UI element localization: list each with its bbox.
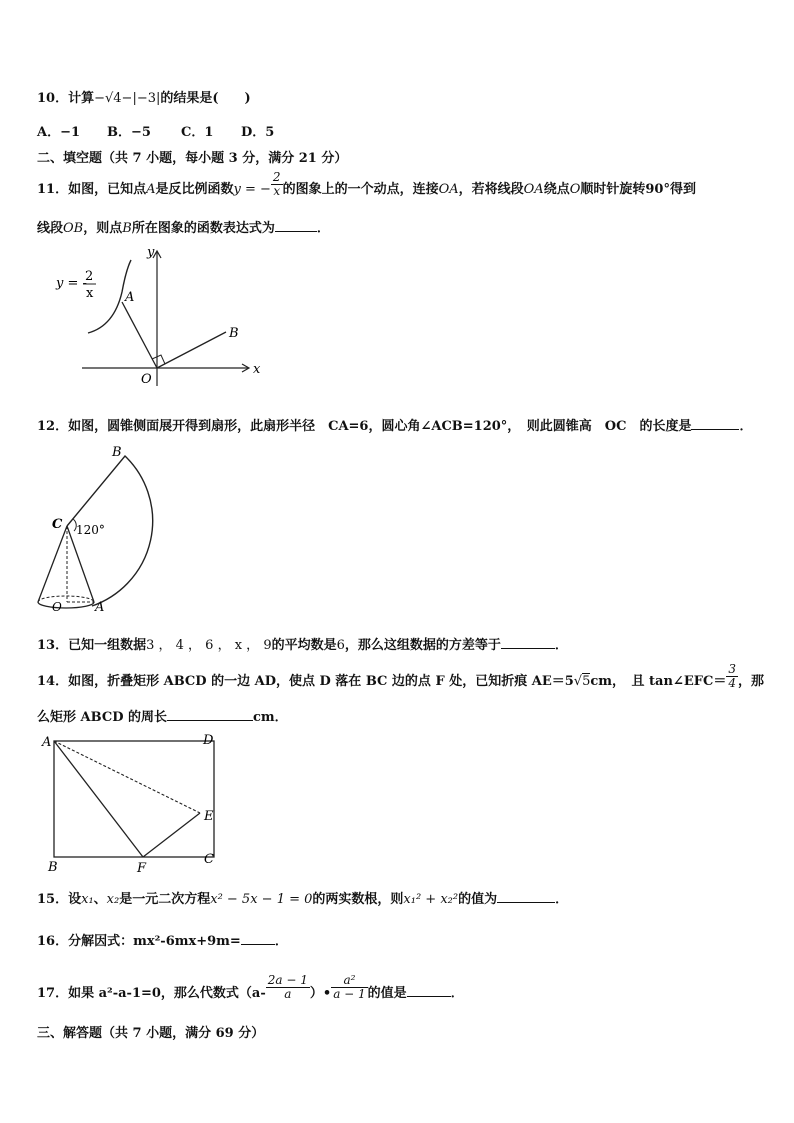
q11-seg-oa-2: OA xyxy=(523,182,544,197)
q11-figure xyxy=(50,240,265,390)
segment-ob xyxy=(157,332,226,368)
q14-line2-b: cm． xyxy=(253,710,288,725)
q12-cone-diagram xyxy=(30,440,180,615)
q17-text-a: 如果 a²-a-1=0，那么代数式（a- xyxy=(68,986,266,1001)
q17-end: ． xyxy=(450,986,464,1001)
q17-stem xyxy=(37,973,464,1002)
section3-title: 三、解答题（共 7 小题，满分 69 分） xyxy=(37,1026,265,1041)
cone-base-back xyxy=(38,596,94,602)
q15-equation: x² − 5x − 1 = 0 xyxy=(210,892,313,907)
q11-stem-line2 xyxy=(37,219,330,237)
cone-right-slant xyxy=(67,526,94,602)
q15-text-b: 是一元二次方程 xyxy=(119,892,211,907)
q10-option-d: D．5 xyxy=(241,125,275,140)
q14-stem-line1 xyxy=(37,662,764,690)
fold-line-ae xyxy=(54,741,200,813)
q15-text-c: 的两实数根，则 xyxy=(312,892,404,907)
segment-oa xyxy=(122,302,157,368)
q11-point-o: O xyxy=(569,182,581,197)
q15-number: 15． xyxy=(37,892,69,907)
q16-answer-blank xyxy=(241,932,275,945)
q17-number: 17． xyxy=(37,986,69,1001)
label-b: B xyxy=(112,445,122,460)
q14-sqrt-val: 5 xyxy=(582,674,591,689)
q14-text-b: cm， 且 tan∠EFC＝ xyxy=(590,674,727,689)
q14-frac-den: 4 xyxy=(728,676,736,690)
q14-number: 14． xyxy=(37,674,69,689)
label-a: A xyxy=(42,735,52,750)
q11-text-b: 是反比例函数 xyxy=(155,182,234,197)
q10-text-a: 计算 xyxy=(68,91,95,106)
q11-fraction xyxy=(271,171,283,198)
q11-line2-b: ，则点 xyxy=(83,221,123,236)
cone-base-front xyxy=(38,602,94,608)
q17-frac1-den: a xyxy=(284,987,292,1001)
q10-stem xyxy=(37,91,251,107)
q15-end: ． xyxy=(555,892,569,907)
q17-frac1-num: 2a − 1 xyxy=(267,973,308,987)
q11-text-e: 绕点 xyxy=(543,182,570,197)
q13-text-b: 的平均数是 xyxy=(271,638,337,653)
q13-answer-blank xyxy=(501,636,555,649)
q13-mean: 6 xyxy=(336,638,345,653)
q17-text-c: 的值是 xyxy=(367,986,407,1001)
q12-number: 12． xyxy=(37,419,69,434)
q10-option-c: C．1 xyxy=(181,125,214,140)
label-e: E xyxy=(204,809,214,824)
q17-text-b: ）• xyxy=(309,986,332,1001)
q15-expression: x₁² + x₂² xyxy=(403,892,459,907)
label-b: B xyxy=(229,326,239,341)
q17-answer-blank xyxy=(407,984,451,997)
q13-stem xyxy=(37,636,568,654)
q17-fraction-1 xyxy=(266,974,310,1001)
q15-x2: x₂ xyxy=(106,892,120,907)
q11-point-a: A xyxy=(146,182,156,197)
label-o: O xyxy=(141,372,152,387)
q13-data: 3 ， 4 ， 6 ， x ， 9 xyxy=(146,638,272,653)
q17-fraction-2 xyxy=(331,974,367,1001)
q17-frac2-num: a² xyxy=(331,974,367,988)
q11-text-a: 如图，已知点 xyxy=(68,182,147,197)
q11-line2-a: 线段 xyxy=(37,221,64,236)
q11-line2-end: ． xyxy=(316,221,330,236)
q11-number: 11． xyxy=(37,182,69,197)
q11-stem-line1 xyxy=(37,170,696,198)
segment-af xyxy=(54,741,143,857)
q10-options xyxy=(37,125,274,141)
q14-sqrt: √5 xyxy=(573,674,591,689)
q13-number: 13． xyxy=(37,638,69,653)
q14-line2-a: 么矩形 ABCD 的周长 xyxy=(37,710,167,725)
q10-option-a: A．−1 xyxy=(37,125,81,140)
q11-graph xyxy=(50,240,265,390)
q14-rectangle-diagram xyxy=(38,730,223,876)
q13-end: ． xyxy=(554,638,568,653)
cone-left-slant xyxy=(38,526,67,602)
label-o: O xyxy=(52,600,62,614)
func-label-den: x xyxy=(86,286,94,301)
q14-frac-num: 3 xyxy=(728,662,736,676)
q14-stem-line2 xyxy=(37,708,288,726)
label-a: A xyxy=(95,600,105,615)
q15-sep: 、 xyxy=(93,892,107,907)
label-a: A xyxy=(125,290,135,305)
q12-answer-blank xyxy=(691,417,739,430)
q14-text-c: ，那 xyxy=(737,674,764,689)
q10-expression: −√4−|−3| xyxy=(94,91,161,106)
func-label-num: 2 xyxy=(85,269,94,284)
q11-seg-ob: OB xyxy=(63,221,84,236)
label-d: D xyxy=(203,733,214,748)
q11-answer-blank xyxy=(275,219,317,232)
q16-text: 分解因式：mx²-6mx+9m= xyxy=(68,934,241,949)
q15-stem xyxy=(37,890,568,908)
q14-text-a: 如图，折叠矩形 ABCD 的一边 AD，使点 D 落在 BC 边的点 F 处，已知折痕 AE＝5 xyxy=(68,674,574,689)
q16-end: ． xyxy=(274,934,288,949)
q15-text-a: 设 xyxy=(68,892,82,907)
q10-option-b: B．−5 xyxy=(107,125,151,140)
label-c: C xyxy=(204,852,214,867)
label-x: x xyxy=(253,362,261,377)
q12-figure xyxy=(30,440,180,615)
func-label: y = - xyxy=(56,276,87,291)
q11-point-b: B xyxy=(122,221,132,236)
q16-stem xyxy=(37,932,288,950)
q16-number: 16． xyxy=(37,934,69,949)
q11-func-lhs: y = − xyxy=(233,182,271,197)
q11-text-f: 顺时针旋转90°得到 xyxy=(580,182,696,197)
q12-end: ． xyxy=(739,419,753,434)
q11-frac-num: 2 xyxy=(272,170,281,184)
section2-title: 二、填空题（共 7 小题，每小题 3 分，满分 21 分） xyxy=(37,151,348,166)
q12-stem xyxy=(37,417,753,435)
q14-fraction xyxy=(726,663,738,690)
q12-text: 如图，圆锥侧面展开得到扇形，此扇形半径 CA=6，圆心角∠ACB=120°， 则此圆锥高 OC 的长度是 xyxy=(68,419,692,434)
label-y: y xyxy=(147,245,155,260)
label-f: F xyxy=(137,861,147,876)
label-b: B xyxy=(48,860,58,875)
q11-line2-c: 所在图象的函数表达式为 xyxy=(131,221,275,236)
q11-frac-den: x xyxy=(273,184,281,198)
label-c: C xyxy=(52,517,63,532)
label-angle: 120° xyxy=(76,523,105,537)
segment-fe xyxy=(143,813,200,857)
q15-text-d: 的值为 xyxy=(458,892,498,907)
q11-seg-oa: OA xyxy=(438,182,459,197)
q17-frac2-den: a − 1 xyxy=(333,987,366,1001)
q15-x1: x₁ xyxy=(81,892,94,907)
q10-number: 10． xyxy=(37,91,69,106)
rectangle-abcd xyxy=(54,741,214,857)
q13-text-a: 已知一组数据 xyxy=(68,638,147,653)
q11-text-d: ，若将线段 xyxy=(458,182,524,197)
q15-answer-blank xyxy=(497,890,555,903)
q11-text-c: 的图象上的一个动点，连接 xyxy=(282,182,439,197)
q14-answer-blank xyxy=(167,708,253,721)
q10-text-b: 的结果是( ) xyxy=(160,91,251,106)
q13-text-c: ，那么这组数据的方差等于 xyxy=(344,638,501,653)
q14-figure xyxy=(38,730,223,876)
